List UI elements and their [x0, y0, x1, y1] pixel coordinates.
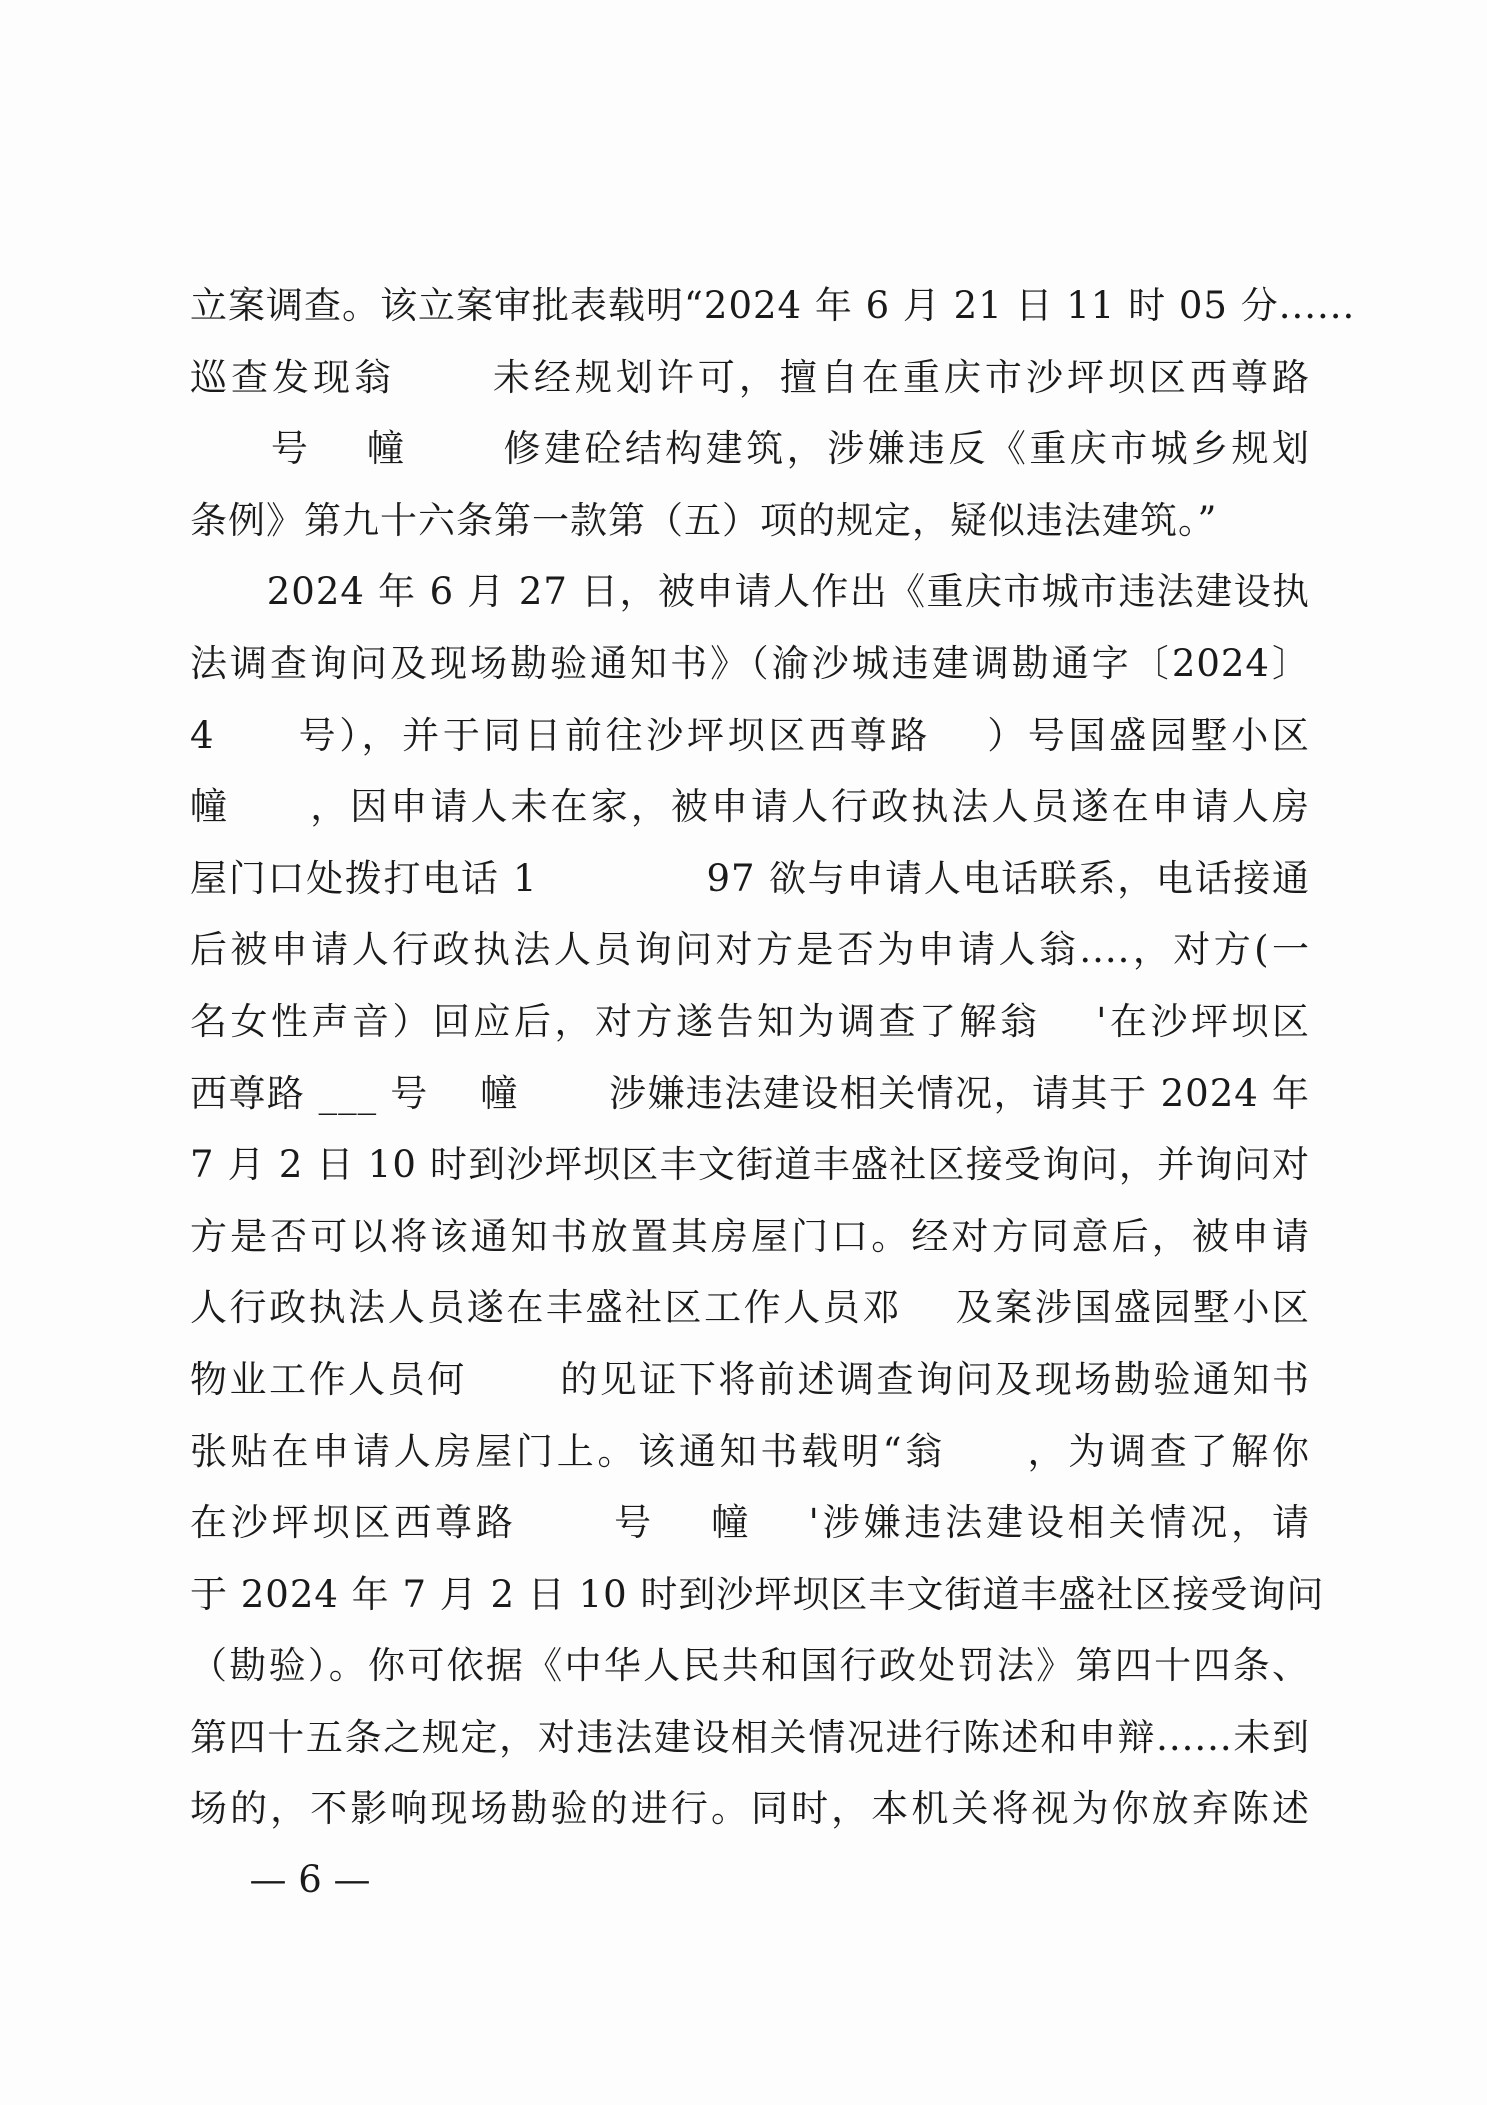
text-line: 物业工作人员何 的见证下将前述调查询问及现场勘验通知书 [190, 1357, 1310, 1401]
body-text [190, 270, 1356, 1845]
text-line: 号 幢 修建砼结构建筑，涉嫌违反《重庆市城乡规划 [190, 427, 1310, 471]
text-line: 幢 ，因申请人未在家，被申请人行政执法人员遂在申请人房 [190, 785, 1310, 829]
text-line: 张贴在申请人房屋门上。该通知书载明“翁 ，为调查了解你 [190, 1429, 1310, 1473]
text-line: 名女性声音）回应后，对方遂告知为调查了解翁 '在沙坪坝区 [190, 999, 1310, 1043]
text-line: 立案调查。该立案审批表载明“2024 年 6 月 21 日 11 时 05 分...... [190, 284, 1356, 327]
text-line: 2024 年 6 月 27 日，被申请人作出《重庆市城市违法建设执 [190, 570, 1310, 614]
text-line: 条例》第九十六条第一款第（五）项的规定，疑似违法建筑。” [190, 498, 1218, 542]
text-line: 7 月 2 日 10 时到沙坪坝区丰文街道丰盛社区接受询问，并询问对 [190, 1143, 1310, 1187]
text-line: （勘验）。你可依据《中华人民共和国行政处罚法》第四十四条、 [190, 1644, 1310, 1688]
text-line: 在沙坪坝区西尊路 号 幢 '涉嫌违法建设相关情况，请 [190, 1501, 1310, 1545]
text-line: 屋门口处拨打电话 1 97 欲与申请人电话联系，电话接通 [190, 856, 1310, 900]
text-line: 于 2024 年 7 月 2 日 10 时到沙坪坝区丰文街道丰盛社区接受询问 [190, 1572, 1325, 1616]
page-number: — 6 — [249, 1858, 371, 1901]
text-line: 法调查询问及现场勘验通知书》（渝沙城违建调勘通字〔2024〕 [190, 641, 1310, 685]
text-line: 巡查发现翁 未经规划许可，擅自在重庆市沙坪坝区西尊路 [190, 355, 1310, 399]
text-line: 西尊路 ___ 号 幢 涉嫌违法建设相关情况，请其于 2024 年 [190, 1071, 1310, 1115]
text-line: 人行政执法人员遂在丰盛社区工作人员邓 及案涉国盛园墅小区 [190, 1286, 1310, 1330]
text-line: 后被申请人行政执法人员询问对方是否为申请人翁....，对方(一 [190, 928, 1310, 972]
text-line: 第四十五条之规定，对违法建设相关情况进行陈述和申辩......未到 [190, 1715, 1310, 1759]
text-line: 4 号），并于同日前往沙坪坝区西尊路 ）号国盛园墅小区 [190, 713, 1310, 757]
text-line: 场的，不影响现场勘验的进行。同时，本机关将视为你放弃陈述 [190, 1787, 1310, 1831]
text-line: 方是否可以将该通知书放置其房屋门口。经对方同意后，被申请 [190, 1214, 1310, 1258]
